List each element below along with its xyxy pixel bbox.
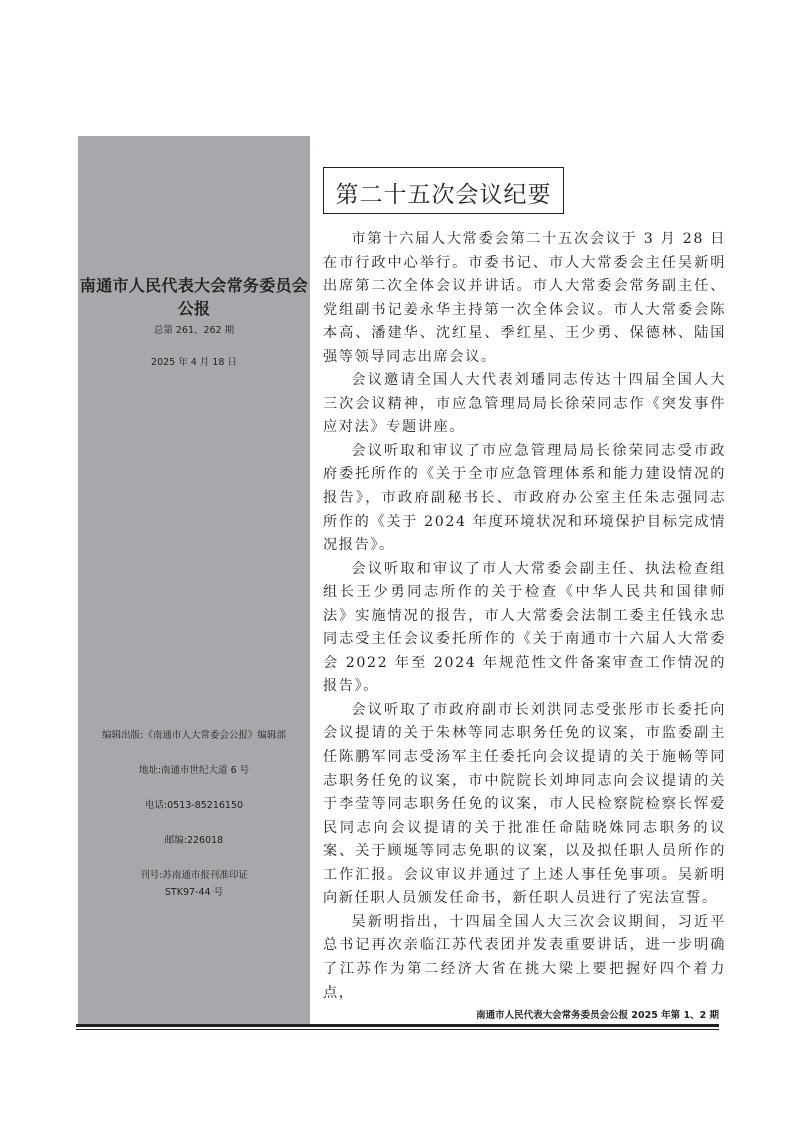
sidebar-panel bbox=[78, 136, 310, 1024]
article-title: 第二十五次会议纪要 bbox=[335, 182, 552, 208]
address-info: 地址:南通市世纪大道 6 号 bbox=[138, 765, 250, 776]
postcode-info: 邮编:226018 bbox=[164, 835, 224, 846]
article-body bbox=[323, 228, 726, 1005]
article-title-box bbox=[323, 167, 564, 214]
paragraph-lecture: 会议邀请全国人大代表刘璠同志传达十四届全国人大三次会议精神，市应急管理局局长徐荣同志作《突发事件应对法》专题讲座。 bbox=[323, 372, 726, 436]
phone-info: 电话:0513-85216150 bbox=[144, 800, 244, 811]
issue-number: 总第 261、262 期 bbox=[153, 325, 235, 336]
paragraph-speech: 吴新明指出，十四届全国人大三次会议期间，习近平总书记再次亲临江苏代表团并发表重要讲话，进一步明确了江苏作为第二经济大省在挑大梁上要把握好四个着力点， bbox=[323, 913, 726, 1001]
permit-info-line1: 刊号:苏南通市报刊准印证 bbox=[140, 870, 248, 881]
paragraph-law-inspection: 会议听取和审议了市人大常委会副主任、执法检查组组长王少勇同志所作的关于检查《中华人民共和国律师法》实施情况的报告，市人大常委会法制工委主任钱永忠同志受主任会议委托所作的《关于南通市十六届人大常委会 2022 年至 2024 年规范性文件备案审查工作情况的报告》。 bbox=[323, 560, 726, 695]
running-footer: 南通市人民代表大会常务委员会公报 2025 年第 1、2 期 bbox=[476, 1010, 719, 1021]
paragraph-emergency-report: 会议听取和审议了市应急管理局局长徐荣同志受市政府委托所作的《关于全市应急管理体系和能力建设情况的报告》，市政府副秘书长、市政府办公室主任朱志强同志所作的《关于 2024 年度环境状况和环境保护目标完成情况报告》。 bbox=[323, 442, 726, 554]
footer-rule-thick bbox=[76, 1024, 719, 1027]
paragraph-meeting-overview: 市第十六届人大常委会第二十五次会议于 3 月 28 日在市行政中心举行。市委书记、市人大常委会主任吴新明出席第二次全体会议并讲话。市人大常委会常务副主任、党组副书记姜永华主持第一次全体会议。市人大常委会陈本高、潘建华、沈红星、季红星、王少勇、保德林、陆国强等领导同志出席会议。 bbox=[323, 231, 726, 365]
publication-title: 南通市人民代表大会常务委员会公报 bbox=[79, 276, 309, 318]
paragraph-personnel: 会议听取了市政府副市长刘洪同志受张彤市长委托向会议提请的关于朱林等同志职务任免的议案，市监委副主任陈鹏军同志受汤军主任委托向会议提请的关于施畅等同志职务任免的议案，市中院院长刘坤同志向会议提请的关于李莹等同志职务任免的议案，市人民检察院检察长恽爱民同志向会议提请的关于批准任命陆晓姝同志职务的议案、关于顾埏等同志免职的议案，以及拟任职人员所作的工作汇报。会议审议并通过了上述人事任免事项。吴新明向新任职人员颁发任命书，新任职人员进行了宪法宣誓。 bbox=[323, 701, 726, 907]
editor-info: 编辑出版:《南通市人大常委会公报》编辑部 bbox=[102, 730, 286, 741]
footer-rule-thin bbox=[76, 1029, 719, 1030]
permit-info-line2: STK97-44 号 bbox=[164, 887, 224, 898]
issue-date: 2025 年 4 月 18 日 bbox=[151, 357, 237, 368]
